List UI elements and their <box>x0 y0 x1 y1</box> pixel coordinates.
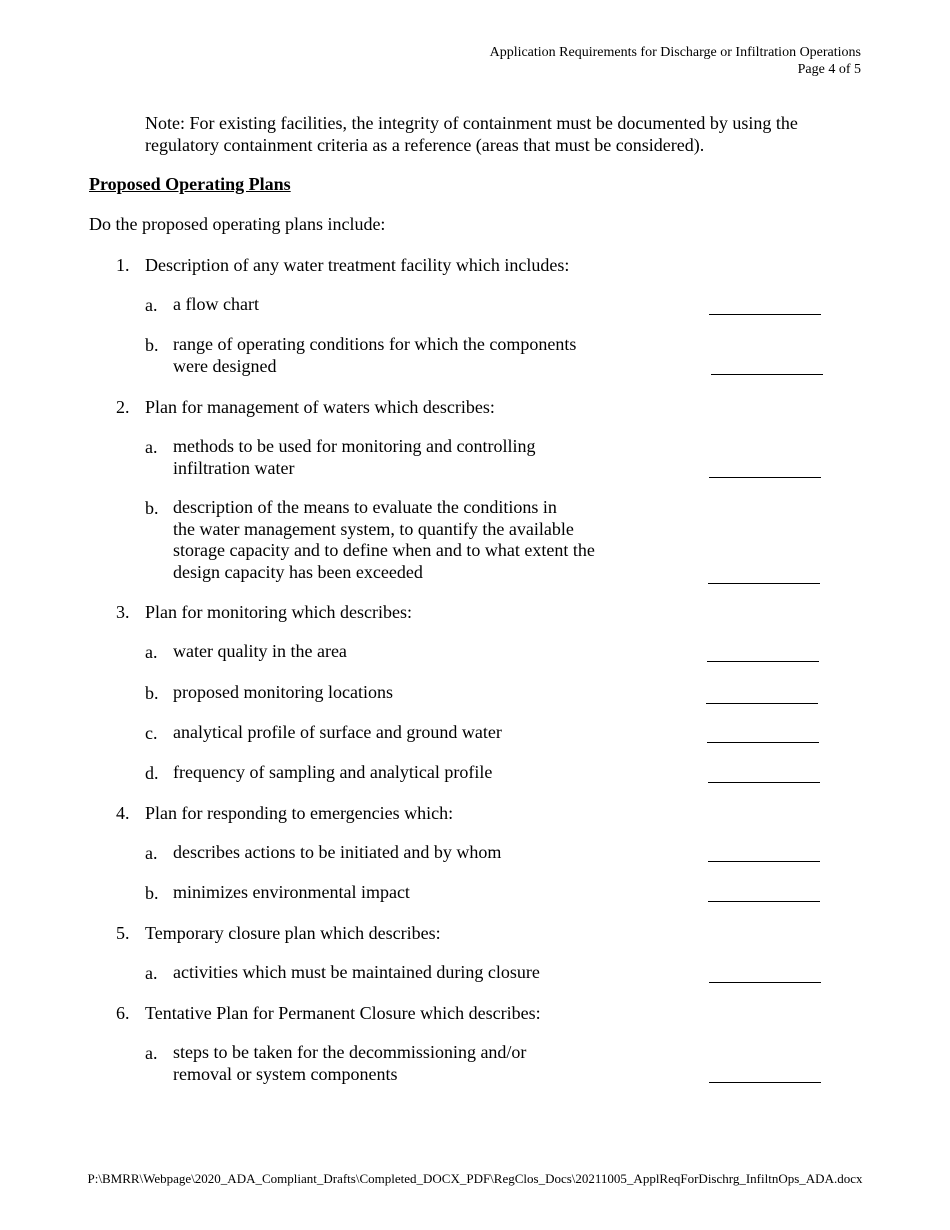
sub-item-line: description of the means to evaluate the conditions in <box>173 497 557 517</box>
sub-item-text <box>173 762 492 784</box>
page-header <box>490 44 861 78</box>
answer-blank-line[interactable] <box>707 742 819 743</box>
sub-item-letter: a. <box>145 642 158 662</box>
sub-item-letter: a. <box>145 843 158 863</box>
item-number: 5. <box>116 923 130 943</box>
sub-item-text <box>173 1042 526 1085</box>
sub-item-line: describes actions to be initiated and by whom <box>173 842 502 862</box>
sub-item-text <box>173 436 535 479</box>
answer-blank-line[interactable] <box>708 901 820 902</box>
answer-blank-line[interactable] <box>708 782 820 783</box>
item-text: Tentative Plan for Permanent Closure which describes: <box>145 1003 541 1023</box>
item-number: 4. <box>116 803 130 823</box>
sub-item-text <box>173 641 347 663</box>
header-title: Application Requirements for Discharge or Infiltration Operations <box>489 45 861 60</box>
sub-item-line: proposed monitoring locations <box>173 682 393 702</box>
answer-blank-line[interactable] <box>709 982 821 983</box>
item-text: Description of any water treatment facility which includes: <box>145 255 570 275</box>
sub-item-text <box>173 882 410 904</box>
sub-item-letter: b. <box>145 683 159 703</box>
answer-blank-line[interactable] <box>711 374 823 375</box>
intro-text: Do the proposed operating plans include: <box>89 214 386 234</box>
sub-item-letter: b. <box>145 335 159 355</box>
answer-blank-line[interactable] <box>708 583 820 584</box>
sub-item-text <box>173 842 501 864</box>
sub-item-line: storage capacity and to define when and to what extent the <box>173 540 595 560</box>
sub-item-text <box>173 682 393 704</box>
sub-item-line: minimizes environmental impact <box>173 882 410 902</box>
sub-item-line: analytical profile of surface and ground water <box>173 722 502 742</box>
sub-item-line: steps to be taken for the decommissioning and/or <box>173 1042 527 1062</box>
sub-item-letter: a. <box>145 437 158 457</box>
sub-item-text <box>173 722 502 744</box>
sub-item-letter: b. <box>145 883 159 903</box>
answer-blank-line[interactable] <box>706 703 818 704</box>
sub-item-text <box>173 334 576 377</box>
sub-item-text <box>173 962 540 984</box>
item-text: Temporary closure plan which describes: <box>145 923 441 943</box>
sub-item-line: infiltration water <box>173 457 295 478</box>
note-paragraph: Note: For existing facilities, the integrity of containment must be documented by using the regulatory containment criteria as a reference (areas that must be considered). <box>145 113 798 155</box>
sub-item-line: water quality in the area <box>173 641 347 661</box>
sub-item-letter: c. <box>145 723 158 743</box>
answer-blank-line[interactable] <box>708 861 820 862</box>
answer-blank-line[interactable] <box>709 1082 821 1083</box>
item-text: Plan for management of waters which describes: <box>145 397 495 417</box>
sub-item-letter: a. <box>145 1043 158 1063</box>
sub-item-letter: a. <box>145 963 158 983</box>
sub-item-letter: d. <box>145 763 159 783</box>
file-path-footer: P:\BMRR\Webpage\2020_ADA_Compliant_Drafts\Completed_DOCX_PDF\RegClos_Docs\20211005_ApplReqForDischrg_InfiltnOps_ADA.docx <box>87 1171 863 1186</box>
sub-item-line: the water management system, to quantify the available <box>173 518 574 539</box>
sub-item-line: removal or system components <box>173 1063 398 1084</box>
item-number: 6. <box>116 1003 130 1023</box>
sub-item-letter: b. <box>145 498 159 518</box>
item-text: Plan for responding to emergencies which: <box>145 803 454 823</box>
sub-item-line: were designed <box>173 355 277 376</box>
sub-item-line: a flow chart <box>173 294 259 314</box>
sub-item-text <box>173 294 259 316</box>
sub-item-line: activities which must be maintained during closure <box>173 962 540 982</box>
sub-item-line: design capacity has been exceeded <box>173 561 423 582</box>
answer-blank-line[interactable] <box>709 314 821 315</box>
item-number: 1. <box>116 255 130 275</box>
item-number: 2. <box>116 397 130 417</box>
sub-item-text <box>173 497 595 583</box>
sub-item-line: range of operating conditions for which the components <box>173 334 577 354</box>
answer-blank-line[interactable] <box>709 477 821 478</box>
sub-item-letter: a. <box>145 295 158 315</box>
section-title: Proposed Operating Plans <box>89 174 291 194</box>
header-page-number: Page 4 of 5 <box>797 62 861 77</box>
answer-blank-line[interactable] <box>707 661 819 662</box>
item-text: Plan for monitoring which describes: <box>145 602 412 622</box>
sub-item-line: frequency of sampling and analytical profile <box>173 762 493 782</box>
item-number: 3. <box>116 602 130 622</box>
sub-item-line: methods to be used for monitoring and controlling <box>173 436 536 456</box>
